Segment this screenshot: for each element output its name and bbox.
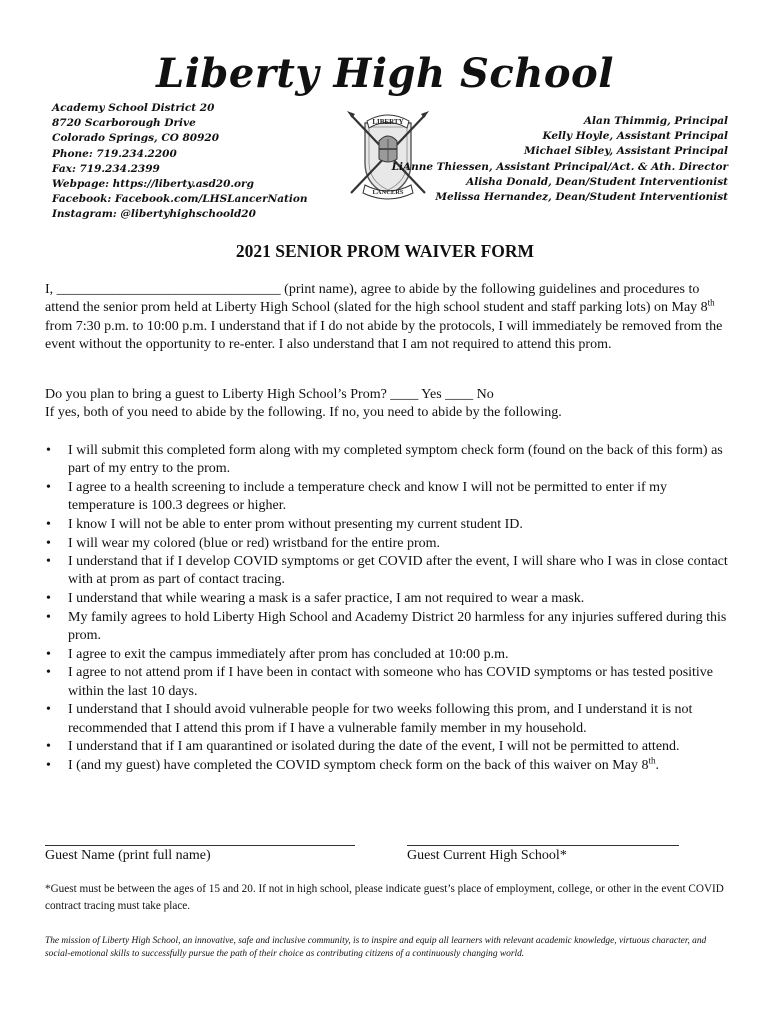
- guest-name-label: Guest Name (print full name): [45, 848, 211, 863]
- staff-line: Michael Sibley, Assistant Principal: [524, 145, 728, 158]
- guest-instruction: If yes, both of you need to abide by the following. If no, you need to abide by the following.: [45, 405, 562, 421]
- intro-text-a: I, ________________________________ (print name), agree to abide by the following guidelines and procedures to attend the senior prom held at Liberty High School (slated for the high school student and staff parking lots) on May 8: [45, 282, 708, 316]
- mission-statement: The mission of Liberty High School, an innovative, safe and inclusive community, is to inspire and equip all learners with relevant academic knowledge, virtuous character, and social-emotional skills to successfully pursue the path of their choice as contributing citizens of a continuously changing world.: [45, 936, 707, 959]
- rule-item: • I will submit this completed form along with my completed symptom check form (found on the back of this form) as part of my entry to the prom.: [45, 442, 735, 478]
- rule-item-last: [45, 757, 735, 775]
- guest-footnote: *Guest must be between the ages of 15 and 20. If not in high school, please indicate guest’s place of employment, college, or other in the event COVID contract tracing must take place.: [45, 883, 724, 912]
- school-title: Liberty High School: [156, 50, 614, 97]
- intro-text-b: from 7:30 p.m. to 10:00 p.m. I understand that if I do not abide by the protocols, I will immediately be removed from the event without the opportunity to re-enter. I also understand that I am not required to attend this prom.: [45, 318, 723, 353]
- phone-line: Phone: 719.234.2200: [52, 147, 177, 160]
- fax-line: Fax: 719.234.2399: [52, 162, 160, 175]
- guest-school-signature-line[interactable]: [407, 845, 679, 846]
- staff-line: Alisha Donald, Dean/Student Interventionist: [466, 175, 728, 188]
- address-line: Academy School District 20: [52, 102, 215, 114]
- rule-item: • I know I will not be able to enter prom without presenting my current student ID.: [45, 516, 735, 534]
- webpage-line: Webpage: https://liberty.asd20.org: [52, 178, 254, 191]
- guest-name-signature-line[interactable]: [45, 845, 355, 846]
- instagram-line: Instagram: @libertyhighschoold20: [52, 208, 256, 221]
- staff-line: Melissa Hernandez, Dean/Student Interventionist: [435, 191, 728, 204]
- intro-superscript: th: [707, 297, 715, 308]
- last-rule-superscript: th: [648, 755, 656, 766]
- school-address-block: [52, 101, 307, 223]
- rule-item: • I agree to a health screening to include a temperature check and know I will not be permitted to enter if my temperature is 100.3 degrees or higher.: [45, 479, 735, 515]
- rule-item: • I understand that if I develop COVID symptoms or get COVID after the event, I will share who I was in close contact with at prom as part of contact tracing.: [45, 553, 735, 589]
- staff-line: Alan Thimmig, Principal: [583, 115, 728, 127]
- guest-question: Do you plan to bring a guest to Liberty High School’s Prom? ____ Yes ____ No: [45, 387, 494, 402]
- rule-item: • I understand that while wearing a mask is a safer practice, I am not required to wear a mask.: [45, 590, 735, 608]
- form-title: 2021 SENIOR PROM WAIVER FORM: [235, 241, 535, 261]
- rules-list: [45, 442, 735, 776]
- crest-banner-bottom-text: LANCERS: [372, 189, 404, 196]
- facebook-line: Facebook: Facebook.com/LHSLancerNation: [52, 193, 308, 206]
- staff-block: [392, 114, 728, 205]
- rule-item: • I understand that I should avoid vulnerable people for two weeks following this prom, and I understand it is not recommended that I attend this prom if I have a vulnerable family member in my household.: [45, 701, 735, 737]
- rule-item: • I agree to exit the campus immediately after prom has concluded at 10:00 p.m.: [45, 646, 735, 664]
- rule-item: • I will wear my colored (blue or red) wristband for the entire prom.: [45, 535, 735, 553]
- address-line: Colorado Springs, CO 80920: [52, 132, 220, 145]
- last-rule-text-a: I (and my guest) have completed the COVID symptom check form on the back of this waiver on May 8: [68, 757, 649, 773]
- guest-school-label: Guest Current High School*: [407, 848, 567, 863]
- rule-item: • I understand that if I am quarantined or isolated during the date of the event, I will not be permitted to attend.: [45, 738, 735, 756]
- rule-item: • My family agrees to hold Liberty High School and Academy District 20 harmless for any injuries suffered during this prom.: [45, 609, 735, 645]
- last-rule-text-b: .: [655, 757, 659, 773]
- rule-item: • I agree to not attend prom if I have been in contact with someone who has COVID symptoms or has tested positive within the last 10 days.: [45, 664, 735, 700]
- staff-line: LiAnne Thiessen, Assistant Principal/Act. & Ath. Director: [391, 160, 728, 173]
- staff-line: Kelly Hoyle, Assistant Principal: [542, 130, 728, 143]
- guest-paragraph: [45, 386, 735, 423]
- address-line: 8720 Scarborough Drive: [52, 117, 196, 130]
- crest-banner-top-text: LIBERTY: [372, 118, 404, 126]
- intro-paragraph: [45, 281, 735, 355]
